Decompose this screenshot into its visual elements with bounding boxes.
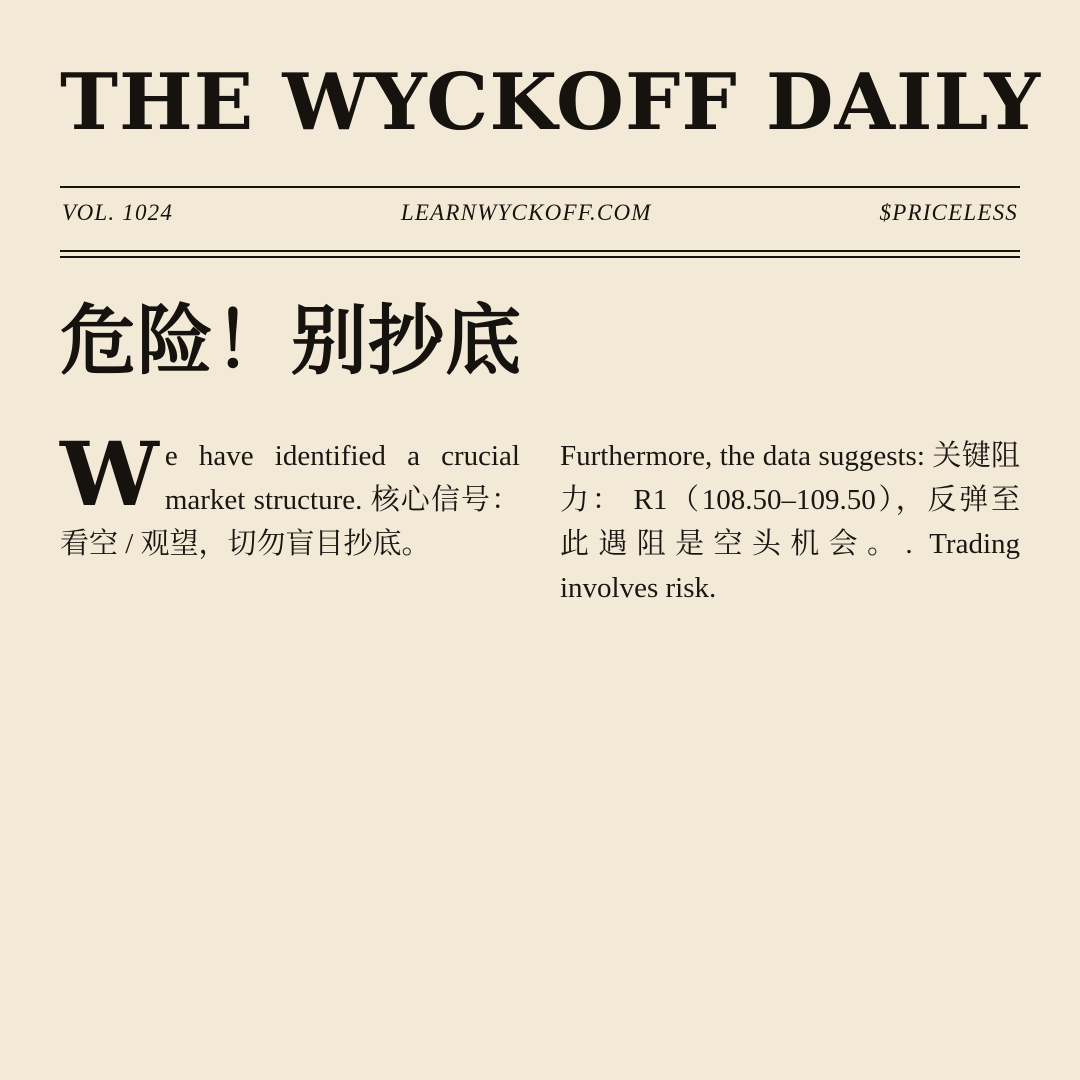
article-column-left <box>60 421 520 610</box>
article-paragraph-left: e have identified a crucial market structure. 核心信号：看空 / 观望，切勿盲目抄底。 <box>60 439 520 561</box>
page-title: THE WYCKOFF DAILY <box>60 57 1042 148</box>
website-label: LEARNWYCKOFF.COM <box>400 199 652 225</box>
drop-cap: W <box>60 421 159 526</box>
masthead-divider-bottom <box>60 250 1020 258</box>
price-label: $PRICELESS <box>879 199 1018 225</box>
masthead <box>60 0 1042 258</box>
article-headline: 危险！别抄底 <box>60 295 522 385</box>
article-column-right <box>560 434 1020 610</box>
article-body <box>60 421 1020 610</box>
volume-label: VOL. 1024 <box>62 199 174 225</box>
article-paragraph-right: Furthermore, the data suggests: 关键阻力： R1（108.50–109.50），反弹至此遇阻是空头机会。. Trading involves risk. <box>560 439 1020 605</box>
masthead-meta-bar <box>60 188 1020 236</box>
